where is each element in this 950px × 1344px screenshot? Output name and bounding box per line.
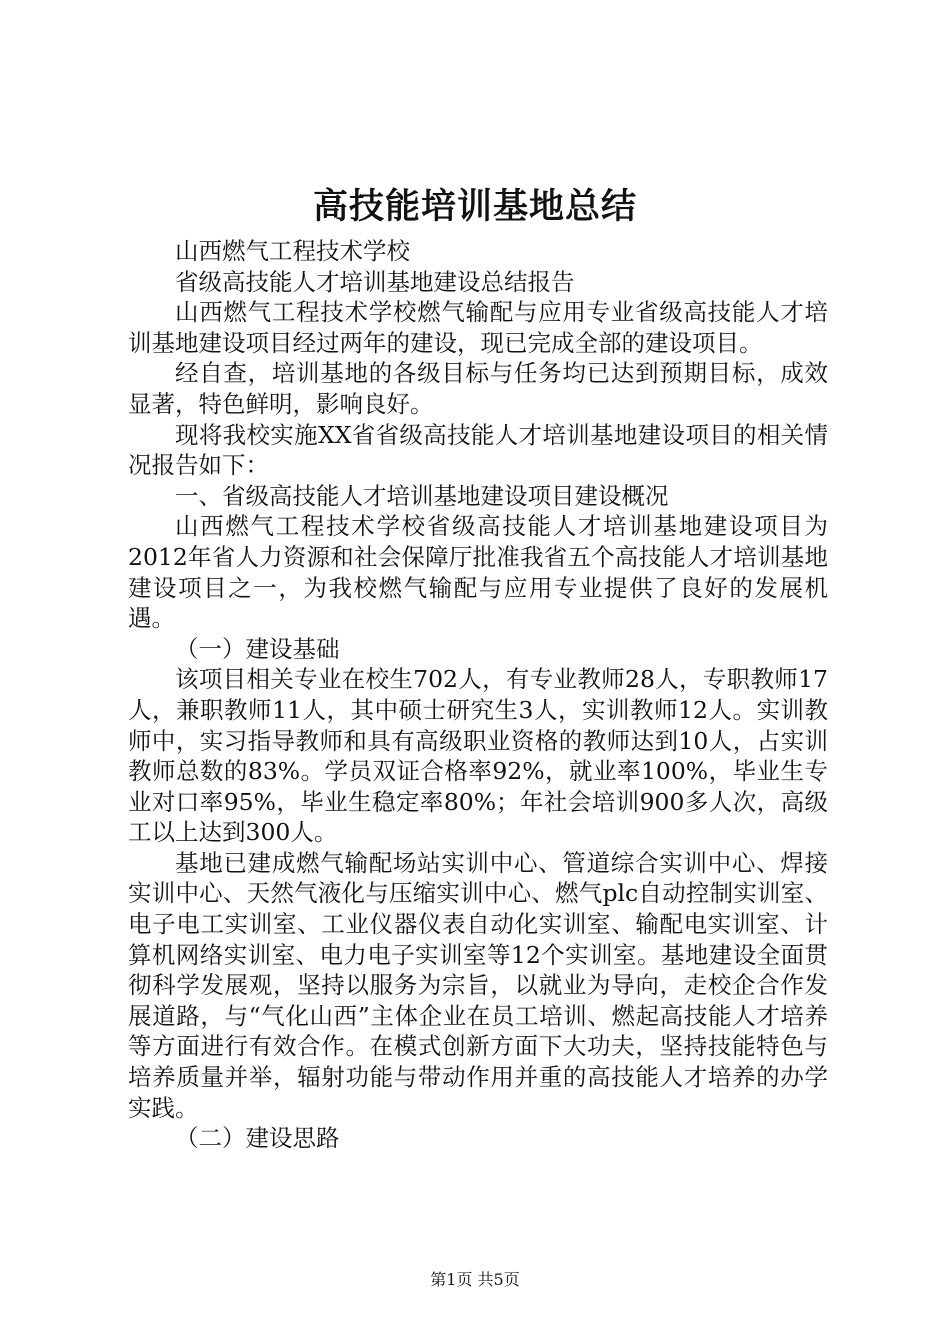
paragraph-report-lead: 现将我校实施XX省省级高技能人才培训基地建设项目的相关情况报告如下： <box>128 420 828 480</box>
section-heading-overview: 一、省级高技能人才培训基地建设项目建设概况 <box>175 481 669 510</box>
paragraph-overview: 山西燃气工程技术学校省级高技能人才培训基地建设项目为2012年省人力资源和社会保障厅批准我省五个高技能人才培训基地建设项目之一，为我校燃气输配与应用专业提供了良好的发展机遇。 <box>128 512 828 633</box>
paragraph-intro: 山西燃气工程技术学校燃气输配与应用专业省级高技能人才培训基地建设项目经过两年的建设，现已完成全部的建设项目。 <box>128 298 828 357</box>
subsection-heading-approach: （二）建设思路 <box>175 1124 340 1153</box>
paragraph-foundation-facilities: 基地已建成燃气输配场站实训中心、管道综合实训中心、焊接实训中心、天然气液化与压缩实训中心、燃气plc自动控制实训室、电子电工实训室、工业仪器仪表自动化实训室、输配电实训室、计算机网络实训室、电力电子实训室等12个实训室。基地建设全面贯彻科学发展观，坚持以服务为宗旨，以就业为导向，走校企合作发展道路，与“气化山西”主体企业在员工培训、燃起高技能人才培养等方面进行有效合作。在模式创新方面下大功夫，坚持技能特色与培养质量并举，辐射功能与带动作用并重的高技能人才培养的办学实践。 <box>128 848 828 1122</box>
page-number: 第1页 共5页 <box>430 1270 520 1289</box>
paragraph-report-title: 省级高技能人才培训基地建设总结报告 <box>175 267 575 296</box>
subsection-heading-foundation: （一）建设基础 <box>175 634 340 663</box>
document-body <box>128 236 828 1154</box>
paragraph-school-name: 山西燃气工程技术学校 <box>175 237 410 265</box>
paragraph-foundation-stats: 该项目相关专业在校生702人，有专业教师28人，专职教师17人，兼职教师11人，其中硕士研究生3人，实训教师12人。实训教师中，实习指导教师和具有高级职业资格的教师达到10人，占实训教师总数的83%。学员双证合格率92%，就业率100%，毕业生专业对口率95%，毕业生稳定率80%；年社会培训900多人次，高级工以上达到300人。 <box>128 665 828 847</box>
paragraph-self-check: 经自查，培训基地的各级目标与任务均已达到预期目标，成效显著，特色鲜明，影响良好。 <box>128 359 828 418</box>
document-title: 高技能培训基地总结 <box>312 186 637 227</box>
